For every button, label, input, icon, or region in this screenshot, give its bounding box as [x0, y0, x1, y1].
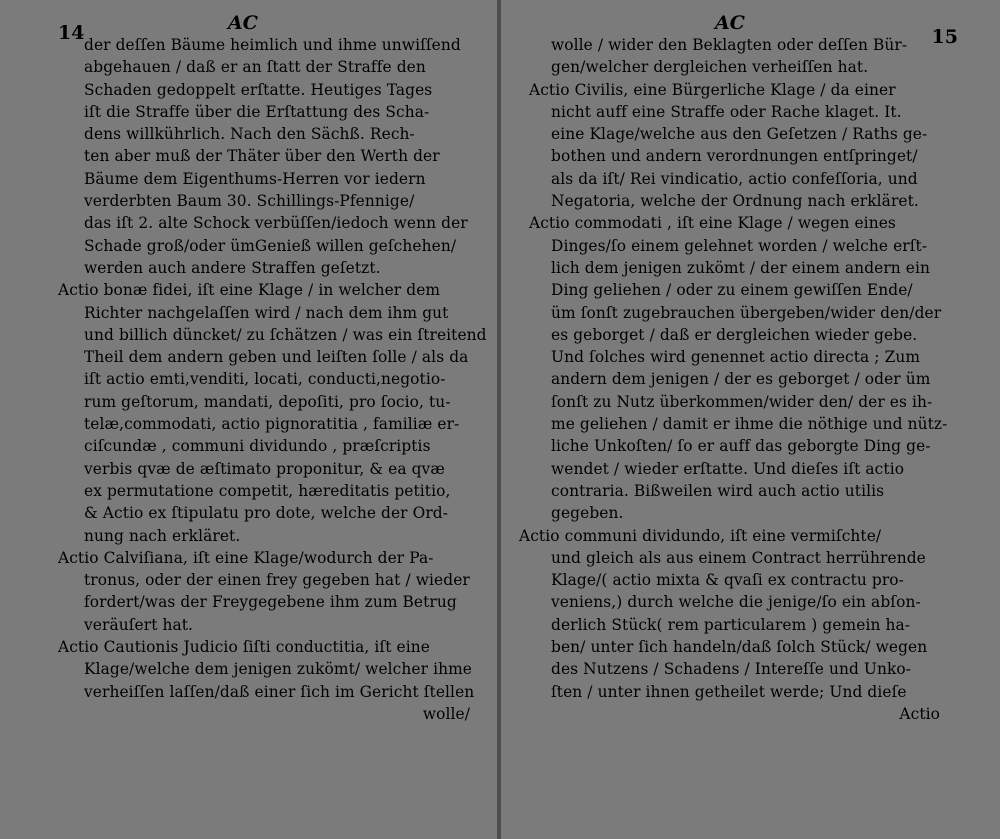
entry-line: Actio Calviſiana, iſt eine Klage/wodurch der Pa-	[58, 548, 434, 567]
catchword: wolle/	[422, 704, 470, 723]
text-line: das iſt 2. alte Schock verbüſſen/iedoch wenn der	[84, 214, 468, 233]
text-line: Schade groß/oder ümGenieß willen geſchehen/	[84, 236, 457, 255]
entry-line: Actio Civilis, eine Bürgerliche Klage / da einer	[529, 80, 896, 99]
text-line: telæ,commodati, actio pignoratitia , familiæ er-	[84, 415, 460, 434]
text-line: & Actio ex ſtipulatu pro dote, welche der Ord-	[84, 504, 449, 523]
left-page-text	[58, 34, 487, 725]
text-line: Klage/welche dem jenigen zukömt/ welcher ihme	[84, 660, 473, 679]
text-line: wendet / wieder erſtatte. Und dieſes iſt actio	[551, 459, 905, 478]
entry-line: Actio Cautionis Judicio ſiſti conductitia, iſt eine	[58, 638, 430, 657]
text-line: contraria. Bißweilen wird auch actio utilis	[551, 481, 885, 500]
text-line: Theil dem andern geben und leiſten ſolle / als da	[84, 348, 469, 367]
text-line: werden auch andere Straffen geſetzt.	[84, 258, 381, 277]
text-line: ben/ unter ſich handeln/daß ſolch Stück/ wegen	[551, 638, 928, 657]
text-line: bothen und andern verordnungen entſpringet/	[551, 147, 918, 166]
text-line: Schaden gedoppelt erſtatte. Heutiges Tages	[84, 80, 433, 99]
text-line: iſt die Straffe über die Erſtattung des Scha-	[84, 102, 430, 121]
text-line: veniens,) durch welche die jenige/ſo ein abſon-	[551, 593, 921, 612]
text-line: wolle / wider den Beklagten oder deſſen Bür-	[551, 36, 908, 54]
text-line: ten aber muß der Thäter über den Werth der	[84, 147, 440, 166]
text-line: gen/welcher dergleichen verheiſſen hat.	[551, 58, 869, 77]
text-line: verderbten Baum 30. Schillings-Pfennige/	[84, 192, 415, 211]
text-line: abgehauen / daß er an ſtatt der Straffe den	[84, 58, 426, 77]
page-number: 14	[58, 22, 85, 44]
text-line: als da iſt/ Rei vindicatio, actio confeſſoria, und	[551, 169, 918, 188]
text-line: gegeben.	[551, 504, 624, 523]
left-page	[58, 0, 487, 839]
text-line: iſt actio emti,venditi, locati, conducti,negotio-	[84, 370, 446, 389]
text-line: andern dem jenigen / der es geborget / oder üm	[551, 370, 931, 389]
text-line: ciſcundæ , communi dividundo , præſcriptis	[84, 437, 431, 456]
text-line: veräuſert hat.	[84, 615, 194, 634]
text-line: eine Klage/welche aus den Geſetzen / Raths ge-	[551, 125, 928, 144]
text-line: des Nutzens / Schadens / Intereſſe und Unko-	[551, 660, 912, 679]
text-line: der deſſen Bäume heimlich und ihme unwiſſend	[84, 36, 461, 54]
right-page-text	[515, 34, 948, 725]
text-line: liche Unkoſten/ ſo er auff das geborgte Ding ge-	[551, 437, 931, 456]
text-line: lich dem jenigen zukömt / der einem andern ein	[551, 258, 931, 277]
text-line: dens willkührlich. Nach den Sächß. Rech-	[84, 125, 415, 144]
text-line: Klage/( actio mixta & qvaſi ex contractu pro-	[551, 571, 904, 590]
running-head: AC	[715, 12, 745, 34]
text-line: Dinges/ſo einem gelehnet worden / welche erſt-	[551, 236, 928, 255]
text-line: rum geſtorum, mandati, depoſiti, pro ſocio, tu-	[84, 392, 451, 411]
text-line: und billich düncket/ zu ſchätzen / was ein ſtreitend	[84, 325, 487, 344]
text-line: verbis qvæ de æſtimato proponitur, & ea qvæ	[84, 459, 445, 478]
text-line: Ding geliehen / oder zu einem gewiſſen Ende/	[551, 281, 913, 300]
entry-line: Actio commodati , iſt eine Klage / wegen eines	[529, 214, 896, 233]
text-line: Bäume dem Eigenthums-Herren vor iedern	[84, 169, 426, 188]
text-line: ſonſt zu Nutz überkommen/wider den/ der es ih-	[551, 392, 933, 411]
page-number: 15	[931, 26, 958, 48]
text-line: tronus, oder der einen frey gegeben hat / wieder	[84, 571, 470, 590]
left-page-header	[58, 0, 470, 44]
right-page	[515, 0, 958, 839]
catchword: Actio	[899, 704, 940, 723]
text-line: verheiſſen laſſen/daß einer ſich im Gericht ſtellen	[84, 682, 475, 701]
text-line: ex permutatione competit, hæreditatis petitio,	[84, 481, 451, 500]
text-line: Richter nachgelaſſen wird / nach dem ihm gut	[84, 303, 449, 322]
text-line: Und ſolches wird genennet actio directa ; Zum	[551, 348, 921, 367]
text-line: es geborget / daß er dergleichen wieder gebe.	[551, 325, 918, 344]
text-line: ſten / unter ihnen getheilet werde; Und dieſe	[551, 682, 907, 701]
text-line: Negatoria, welche der Ordnung nach erkläret.	[551, 192, 919, 211]
book-gutter	[497, 0, 501, 839]
entry-line: Actio bonæ fidei, iſt eine Klage / in welcher dem	[58, 281, 441, 300]
text-line: nicht auff eine Straffe oder Rache klaget. It.	[551, 102, 902, 121]
running-head: AC	[228, 12, 258, 34]
entry-line: Actio communi dividundo, iſt eine vermiſchte/	[519, 526, 882, 545]
text-line: und gleich als aus einem Contract herrührende	[551, 548, 926, 567]
text-line: nung nach erkläret.	[84, 526, 241, 545]
text-line: me geliehen / damit er ihme die nöthige und nütz-	[551, 415, 948, 434]
text-line: derlich Stück( rem particularem ) gemein ha-	[551, 615, 911, 634]
text-line: üm ſonſt zugebrauchen übergeben/wider den/der	[551, 303, 942, 322]
text-line: fordert/was der Freygegebene ihm zum Betrug	[84, 593, 457, 612]
